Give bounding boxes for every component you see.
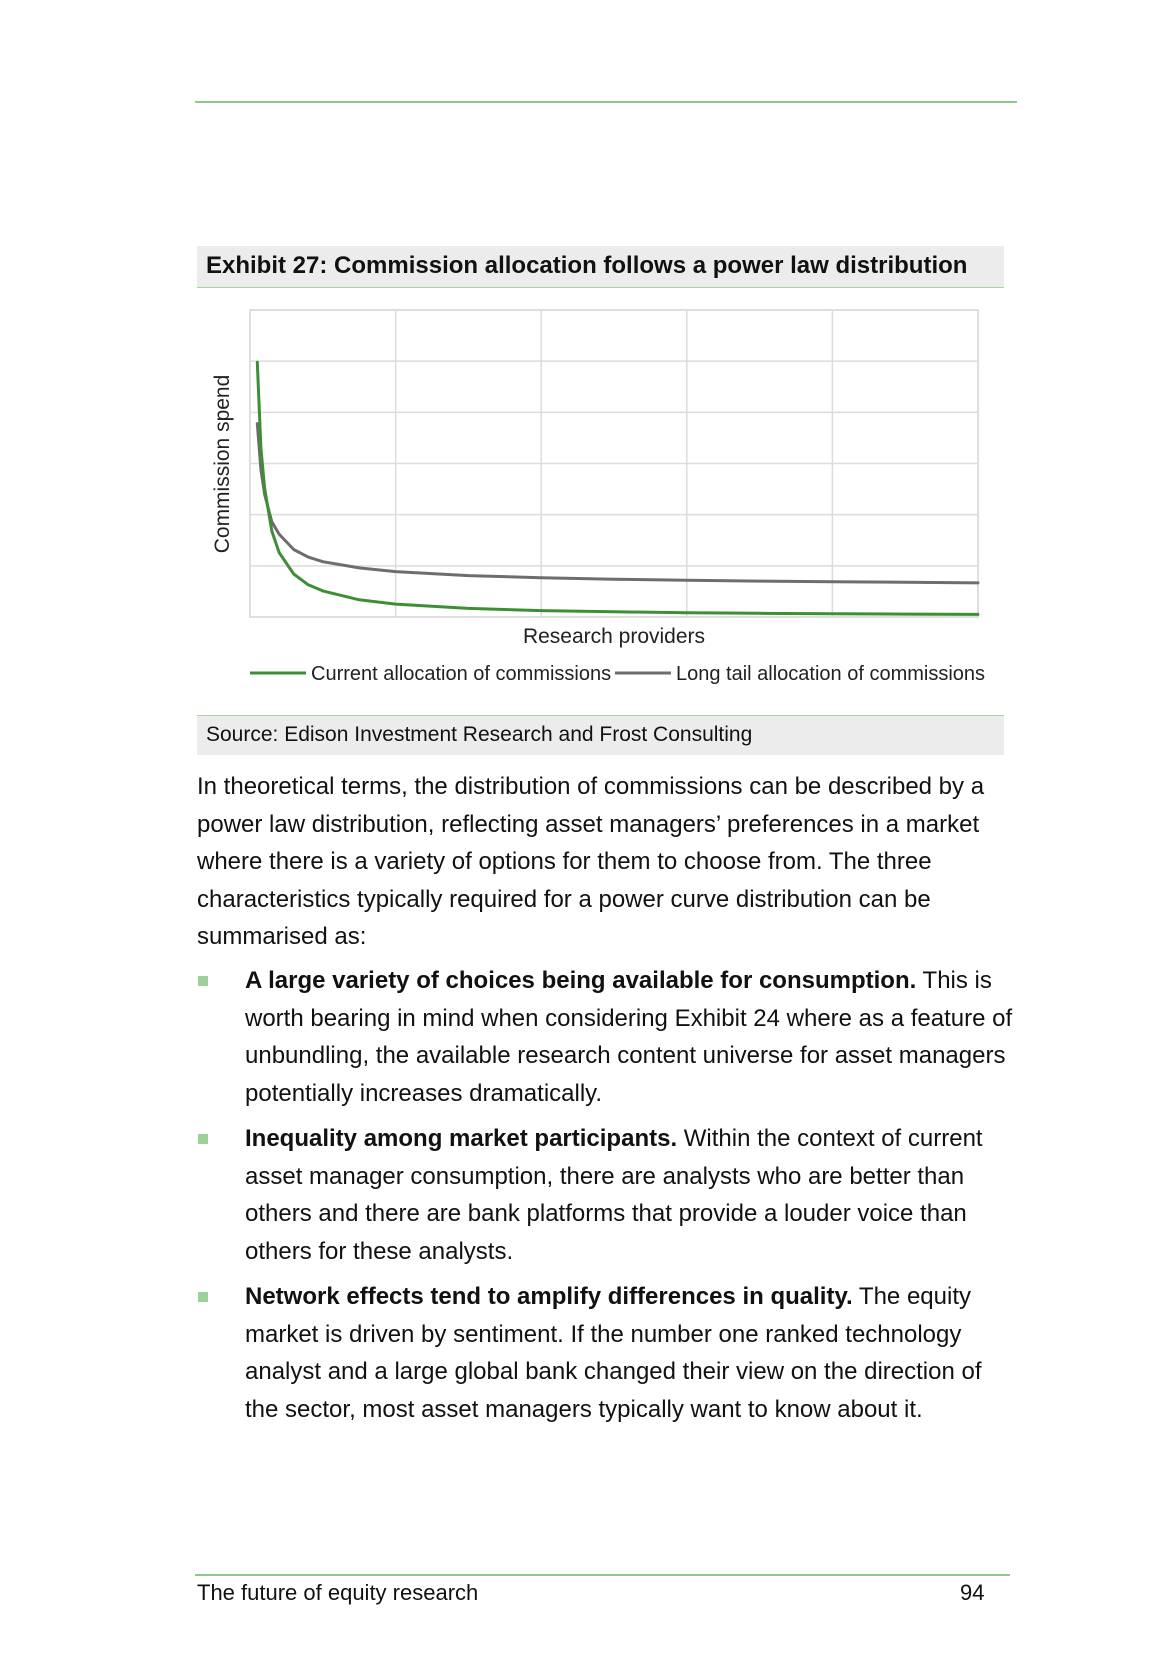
bullet-item <box>197 1278 1017 1428</box>
chart-svg <box>197 292 1004 712</box>
page-number: 94 <box>960 1580 985 1605</box>
bullet-square-icon <box>198 1292 208 1302</box>
legend-label: Long tail allocation of commissions <box>676 663 986 685</box>
footer-rule <box>195 1574 1010 1576</box>
bullet-heading: A large variety of choices being available for consumption. <box>245 967 917 994</box>
exhibit-title: Exhibit 27: Commission allocation follows a power law distribution <box>197 246 1004 288</box>
bullet-text: This is worth bearing in mind when considering Exhibit 24 where as a feature of unbundling, the available research content universe for asset managers potentially increases dramatically. <box>245 967 1013 1107</box>
bullet-square-icon <box>198 1134 208 1144</box>
bullet-text: The equity market is driven by sentiment. If the number one ranked technology analyst and a large global bank changed their view on the direction of the sector, most asset managers typically want to know about it. <box>245 1283 982 1423</box>
intro-paragraph: In theoretical terms, the distribution of commissions can be described by a power law distribution, reflecting asset managers’ preferences in a market where there is a variety of options for them to choose from. The three characteristics typically required for a power curve distribution can be summarised as: <box>197 773 985 950</box>
header-rule <box>195 101 1017 103</box>
legend-label: Current allocation of commissions <box>311 663 612 685</box>
bullet-heading: Inequality among market participants. <box>245 1125 678 1152</box>
x-axis-label: Research providers <box>522 625 706 648</box>
bullet-square-icon <box>198 976 208 986</box>
bullet-text: Within the context of current asset manager consumption, there are analysts who are better than others and there are bank platforms that provide a louder voice than others for these analysts. <box>245 1125 983 1265</box>
footer-title: The future of equity research <box>197 1580 479 1605</box>
bullet-item <box>197 1120 1017 1270</box>
bullet-heading: Network effects tend to amplify differences in quality. <box>245 1283 853 1310</box>
y-axis-label: Commission spend <box>211 374 234 554</box>
chart <box>197 292 1004 712</box>
source-note: Source: Edison Investment Research and Frost Consulting <box>197 715 1004 755</box>
bullet-list <box>197 962 1017 1436</box>
bullet-item <box>197 962 1017 1112</box>
legend <box>250 663 985 685</box>
